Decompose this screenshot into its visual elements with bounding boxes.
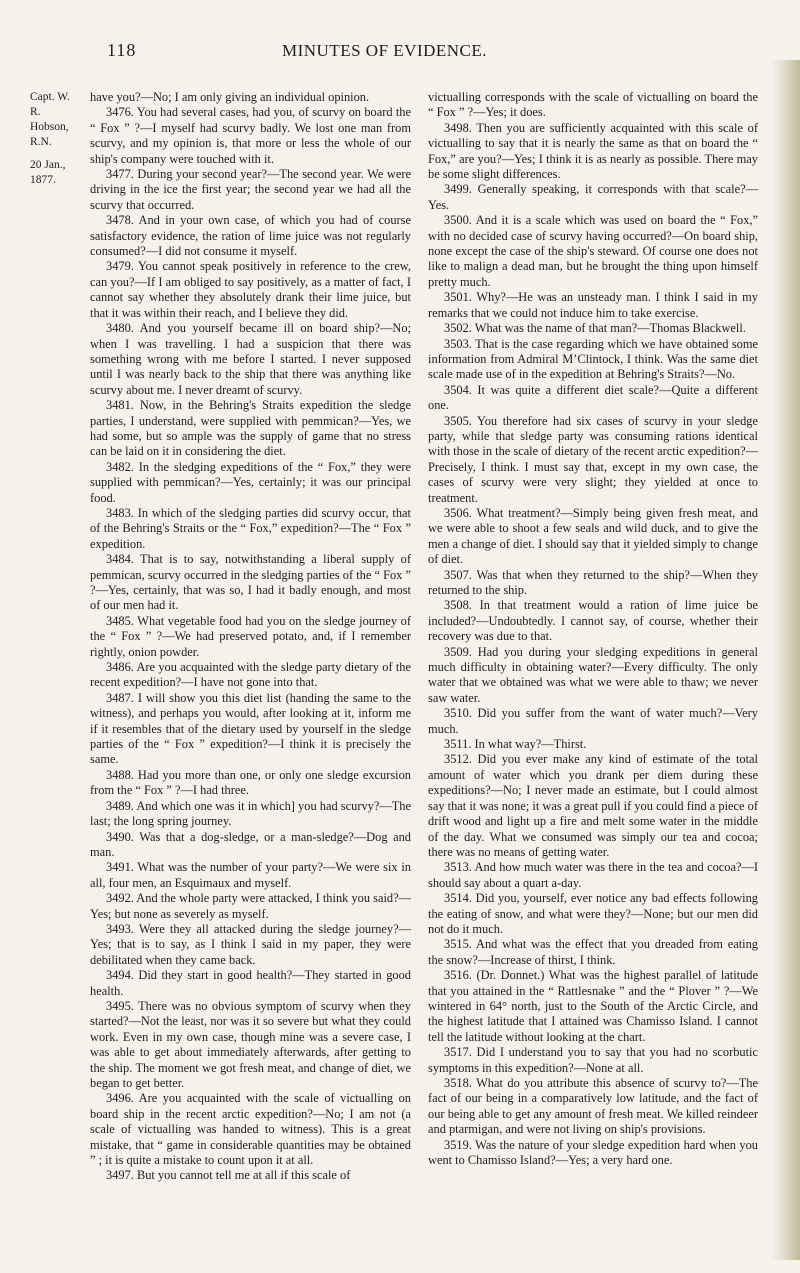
paragraph: 3496. Are you acquainted with the scale of victualling on board ship in the recent arctic expedition?—No; I am not (a scale of victualling was handed to witness). This is a great mistake, that “ game in considerable quantities may be obtained ” ; it is quite a mistake to count upon it at all. (90, 1091, 411, 1168)
paragraph: 3486. Are you acquainted with the sledge party dietary of the recent expedition?—I have not gone into that. (90, 660, 411, 690)
paragraph: 3518. What do you attribute this absence of scurvy to?—The fact of our being in a comparatively low latitude, and the fact of our being able to get any amount of fresh meat. We killed reindeer and ptarmigan, and were not living on ship's provisions. (428, 1076, 758, 1137)
paragraph: 3510. Did you suffer from the want of water much?—Very much. (428, 706, 758, 736)
paragraph: 3506. What treatment?—Simply being given fresh meat, and we were able to shoot a few seals and wild duck, and to give the men a change of diet. I should say that it yielded simply to change of diet. (428, 505, 758, 567)
paragraph: 3504. It was quite a different diet scale?—Quite a different one. (428, 382, 758, 413)
running-title: MINUTES OF EVIDENCE. (282, 41, 488, 60)
paragraph: 3478. And in your own case, of which you had of course satisfactory evidence, the ration of lime juice was not regularly consumed?—I did not consume it myself. (90, 213, 411, 259)
paragraph: 3482. In the sledging expeditions of the “ Fox,” they were supplied with pemmican?—Yes, certainly; it was our principal food. (90, 459, 411, 505)
paragraph: 3481. Now, in the Behring's Straits expedition the sledge parties, I understand, were supplied with pemmican?—Yes, we had some, but so ample was the supply of game that no stress can be laid on it in considering the diet. (90, 398, 411, 459)
paragraph: 3483. In which of the sledging parties did scurvy occur, that of the Behring's Straits or the “ Fox,” expedition?—The “ Fox ” expedition. (90, 505, 411, 551)
paragraph: 3514. Did you, yourself, ever notice any bad effects following the eating of snow, and what were they?—None; but our men did not do it much. (428, 891, 758, 936)
paragraph: 3509. Had you during your sledging expeditions in general much difficulty in obtaining water?—Every difficulty. The only water that we obtained was what we were able to thaw; we never saw water. (428, 644, 758, 705)
paragraph: 3499. Generally speaking, it corresponds with that scale?—Yes. (428, 182, 758, 212)
paragraph: 3492. And the whole party were attacked, I think you said?—Yes; but none as severely as myself. (90, 891, 411, 921)
paragraph: have you?—No; I am only giving an individual opinion. (90, 90, 370, 104)
paragraph: 3513. And how much water was there in the tea and cocoa?—I should say about a quart a-day. (428, 860, 758, 890)
paragraph: 3485. What vegetable food had you on the sledge journey of the “ Fox ” ?—We had preserved potato, and, if I remember rightly, onion powder. (90, 613, 411, 659)
paragraph: 3476. You had several cases, had you, of scurvy on board the “ Fox ” ?—I myself had scurvy badly. We lost one man from scurvy, and my opinion is, that more or less the whole of our ship's company were touched with it. (90, 105, 411, 166)
paragraph: victualling corresponds with the scale of victualling on board the “ Fox ” ?—Yes; it does. (428, 90, 758, 120)
paragraph: 3503. That is the case regarding which we have obtained some information from Admiral M’Clintock, I think. Was the same diet scale made use of in the expedition at Behring's Straits?—No. (428, 336, 758, 382)
paragraph: 3491. What was the number of your party?—We were six in all, four men, an Esquimaux and myself. (90, 860, 411, 890)
page-edge-shadow (772, 60, 800, 1260)
paragraph: 3479. You cannot speak positively in reference to the crew, can you?—If I am obliged to say positively, as a matter of fact, I cannot say whether they absolutely drank their lime juice, but that it was within their reach, and I believe they did. (90, 259, 411, 320)
paragraph: 3497. But you cannot tell me at all if this scale of (106, 1168, 351, 1183)
witness-name: Capt. W. R. Hobson, R.N. (30, 91, 70, 148)
paragraph: 3502. What was the name of that man?—Thomas Blackwell. (444, 321, 746, 336)
margin-note (30, 90, 82, 188)
paragraph: 3500. And it is a scale which was used on board the “ Fox,” with no decided case of scurvy having occurred?—On board ship, none except the case of the ship's steward. Of course one does not like to malign a dead man, but he brought the thing upon himself pretty much. (428, 213, 758, 289)
paragraph: 3515. And what was the effect that you dreaded from eating the snow?—Increase of thirst, I think. (428, 937, 758, 967)
page-number: 118 (107, 40, 137, 60)
paragraph: 3484. That is to say, notwithstanding a liberal supply of pemmican, scurvy occurred in the sledging parties of the “ Fox ” ?—Yes, certainly, that was so, I had it badly enough, and most of our men had it. (90, 552, 411, 613)
paragraph: 3489. And which one was it in which] you had scurvy?—The last; the long spring journey. (90, 798, 411, 829)
paragraph: 3477. During your second year?—The second year. We were driving in the ice the first year; the second year we had all the scurvy that occurred. (90, 167, 411, 212)
paragraph: 3487. I will show you this diet list (handing the same to the witness), and perhaps you would, after looking at it, inform me if it resembles that of the dietary used by yourself in the sledge parties of the “ Fox ” expedition?—I think it is precisely the same. (90, 690, 411, 767)
paragraph: 3501. Why?—He was an unsteady man. I think I said in my remarks that we could not induce him to take exercise. (428, 290, 758, 320)
paragraph: 3508. In that treatment would a ration of lime juice be included?—Undoubtedly. I cannot say, of course, whether their recovery was due to that. (428, 598, 758, 644)
evidence-date: 20 Jan., 1877. (30, 159, 66, 186)
left-column (90, 90, 411, 1184)
paragraph: 3516. (Dr. Donnet.) What was the highest parallel of latitude that you attained in the “ Rattlesnake ” and the “ Plover ” ?—We wintered in 64° north, just to the South of the Arctic Circle, and the highest latitude that I attained was Chamisso Island. I cannot tell the latitude without looking at the chart. (428, 968, 758, 1044)
paragraph: 3494. Did they start in good health?—They started in good health. (90, 968, 411, 998)
right-column (428, 90, 758, 1168)
paragraph: 3490. Was that a dog-sledge, or a man-sledge?—Dog and man. (90, 829, 411, 859)
paragraph: 3511. In what way?—Thirst. (444, 737, 587, 752)
paragraph: 3519. Was the nature of your sledge expedition hard when you went to Chamisso Island?—Yes; a very hard one. (428, 1137, 758, 1168)
paragraph: 3505. You therefore had six cases of scurvy in your sledge party, while that sledge party was consuming rations identical with those in the scale of dietary of the recent arctic expedition?—Precisely, I think. I must say that, except in my own case, the cases of scurvy were very slight; they yielded at once to treatment. (428, 413, 758, 505)
paragraph: 3498. Then you are sufficiently acquainted with this scale of victualling to say that it is nearly the same as that on board the “ Fox,” are you?—Yes; I think it is as nearly as possible. There may be some slight differences. (428, 120, 758, 182)
paragraph: 3517. Did I understand you to say that you had no scorbutic symptoms in this expedition?—None at all. (428, 1045, 758, 1075)
paragraph: 3493. Were they all attacked during the sledge journey?—Yes; that is to say, as I think I said in my paper, they were debilitated when they came back. (90, 921, 411, 967)
paragraph: 3488. Had you more than one, or only one sledge excursion from the “ Fox ” ?—I had three. (90, 767, 411, 798)
page-header (0, 40, 800, 64)
paragraph: 3507. Was that when they returned to the ship?—When they returned to the ship. (428, 567, 758, 597)
paragraph: 3480. And you yourself became ill on board ship?—No; when I was travelling. I had a suspicion that there was something wrong with me before I started. I never supposed until I was nearly back to the ship that there was anything like scurvy about me. I never dreamt of scurvy. (90, 321, 411, 397)
paragraph: 3512. Did you ever make any kind of estimate of the total amount of water which you drank per diem during these expeditions?—No; I never made an estimate, but I could almost say that it was none; it was a great pull if you could find a piece of drift wood and light up a fire and melt some water in the middle of the day. What we consumed was simply our tea and cocoa; there was no means of getting water. (428, 752, 758, 859)
paragraph: 3495. There was no obvious symptom of scurvy when they started?—Not the least, nor was it so severe but what they could work. Even in my own case, though mine was a severe case, I was able to get about immediately afterwards, after getting to the ship. The moment we got fresh meat, and change of diet, we began to get better. (90, 998, 411, 1090)
